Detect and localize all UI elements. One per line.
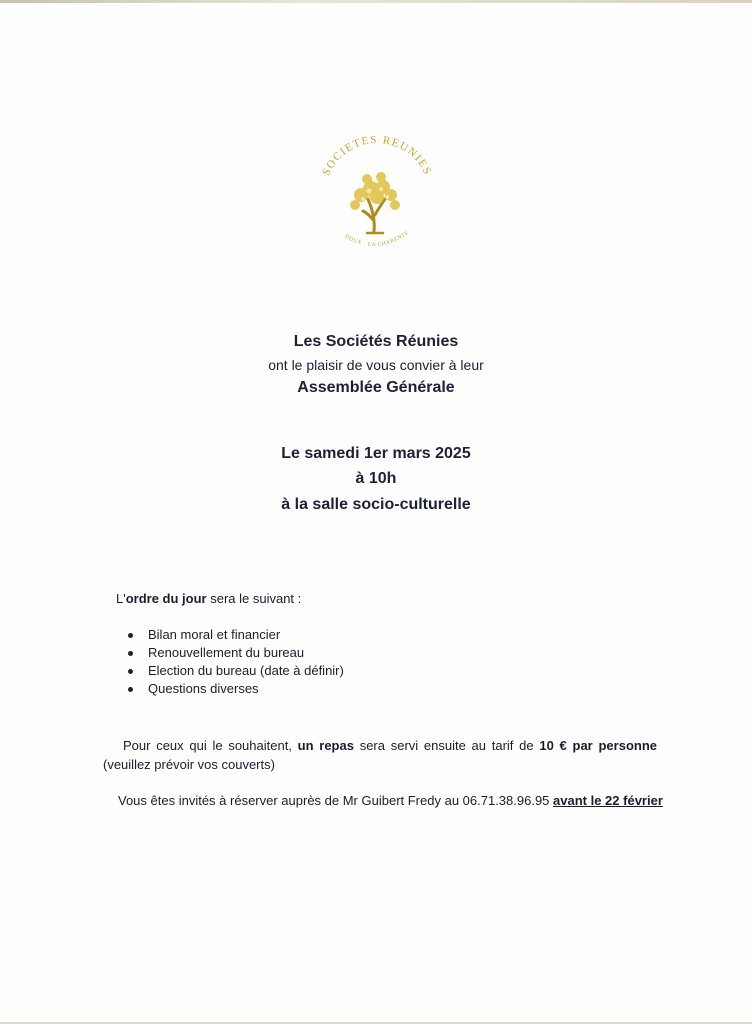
agenda-item-label: Renouvellement du bureau [148, 645, 305, 660]
agenda-list [126, 626, 344, 698]
bullet-icon [128, 687, 133, 692]
list-item [126, 680, 344, 698]
meal-text-1: Pour ceux qui le souhaitent, [123, 738, 298, 753]
bullet-icon [128, 633, 133, 638]
organization-name: Les Sociétés Réunies [293, 333, 459, 350]
agenda-item-label: Election du bureau (date à définir) [148, 663, 344, 678]
agenda-intro [116, 591, 301, 606]
bullet-icon [128, 651, 133, 656]
agenda-item-label: Bilan moral et financier [148, 627, 281, 642]
event-date: Le samedi 1er mars 2025 [281, 445, 471, 462]
reservation-paragraph [103, 791, 663, 810]
meal-text-2: sera servi ensuite au tarif de [353, 738, 540, 753]
list-item [126, 662, 344, 680]
event-venue: à la salle socio-culturelle [281, 496, 471, 513]
agenda-item-label: Questions diverses [148, 681, 259, 696]
reservation-deadline: avant le 22 février [553, 793, 663, 808]
assembly-title: Assemblée Générale [297, 379, 455, 396]
agenda-intro-after: sera le suivant : [206, 591, 302, 606]
logo-arc-text: SOCIETES REUNIES [320, 133, 434, 178]
logo-sub-text: DOUX · LA CHARENTE [343, 229, 411, 249]
agenda-intro-before: L' [116, 591, 126, 606]
page-edge-top [0, 0, 752, 3]
meal-price: 10 € par personne [539, 738, 657, 753]
event-time: à 10h [355, 470, 397, 487]
agenda-intro-bold: ordre du jour [125, 591, 207, 606]
meal-bold-1: un repas [297, 738, 354, 753]
meal-paragraph [103, 736, 657, 774]
list-item [126, 626, 344, 644]
reservation-text: Vous êtes invités à réserver auprès de Mr Guibert Fredy au 06.71.38.96.95 [118, 793, 554, 808]
svg-text:SOCIETES REUNIES [320, 134, 434, 178]
tree-logo-icon [311, 133, 441, 263]
association-logo [311, 133, 441, 263]
list-item [126, 644, 344, 662]
invitation-line: ont le plaisir de vous convier à leur [268, 357, 484, 373]
bullet-icon [128, 669, 133, 674]
meal-text-3: (veuillez prévoir vos couverts) [103, 757, 275, 772]
